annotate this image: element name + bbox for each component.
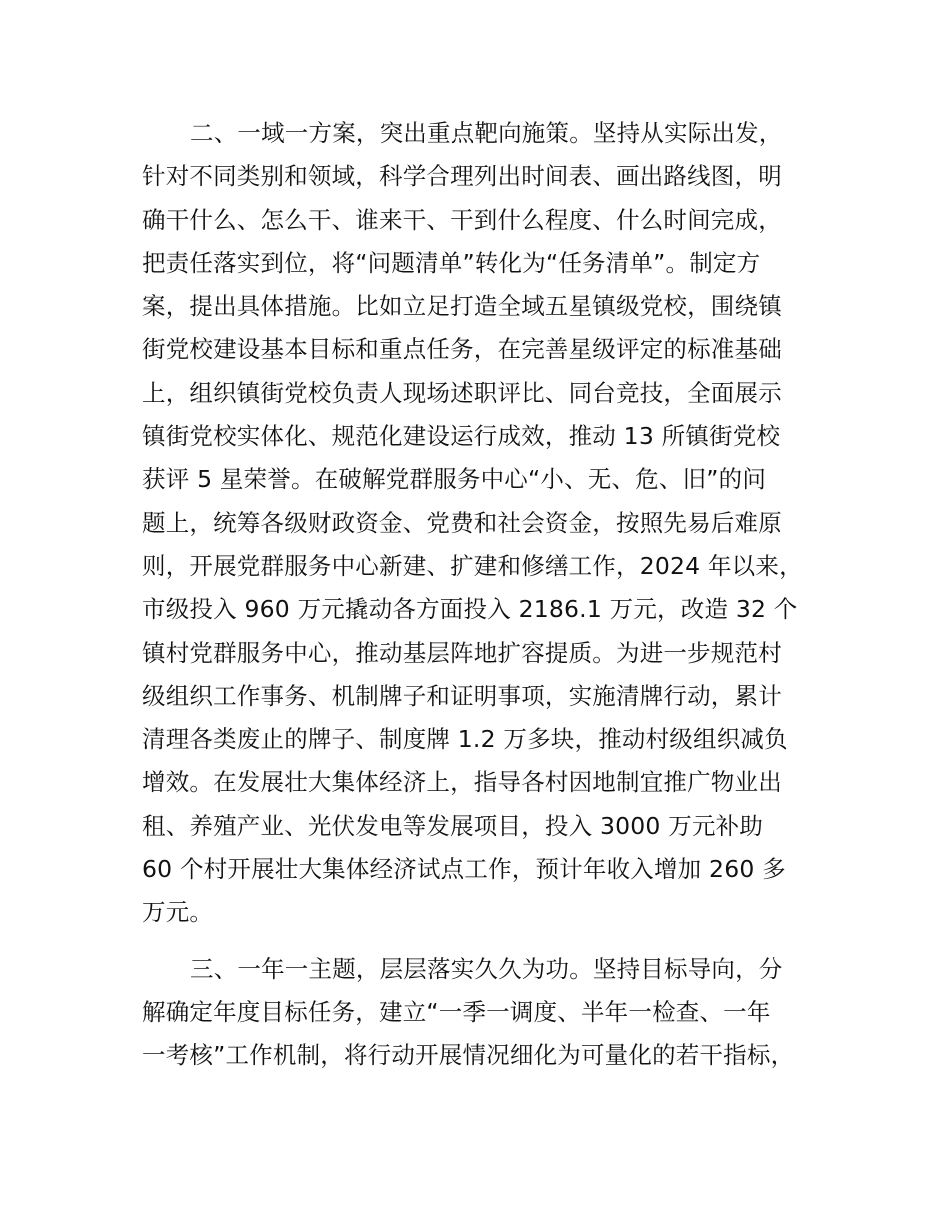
- paragraph-line: 一考核”工作机制，将行动开展情况细化为可量化的若干指标，: [142, 1041, 795, 1070]
- paragraph-line: 级组织工作事务、机制牌子和证明事项，实施清牌行动，累计: [142, 681, 782, 710]
- paragraph-line: 确干什么、怎么干、谁来干、干到什么程度、什么时间完成，: [142, 205, 782, 234]
- paragraph-line: 获评 5 星荣誉。在破解党群服务中心“小、无、危、旧”的问: [142, 465, 767, 494]
- paragraph-section-2: [142, 112, 842, 935]
- paragraph-line: 镇街党校实体化、规范化建设运行成效，推动 13 所镇街党校: [142, 422, 781, 451]
- paragraph-line: 则，开展党群服务中心新建、扩建和修缮工作，2024 年以来，: [142, 551, 803, 580]
- document-body: [142, 112, 842, 1078]
- paragraph-line: 市级投入 960 万元撬动各方面投入 2186.1 万元，改造 32 个: [142, 595, 798, 624]
- paragraph-line: 把责任落实到位，将“问题清单”转化为“任务清单”。制定方: [142, 248, 761, 277]
- paragraph-line: 清理各类废止的牌子、制度牌 1.2 万多块，推动村级组织减负: [142, 725, 788, 754]
- paragraph-line: 三、一年一主题，层层落实久久为功。坚持目标导向，分: [190, 954, 783, 983]
- paragraph-line: 镇村党群服务中心，推动基层阵地扩容提质。为进一步规范村: [142, 638, 782, 667]
- paragraph-line: 街党校建设基本目标和重点任务，在完善星级评定的标准基础: [142, 335, 782, 364]
- paragraph-line: 租、养殖产业、光伏发电等发展项目，投入 3000 万元补助: [142, 811, 764, 840]
- paragraph-section-3: [142, 948, 842, 1078]
- paragraph-line: 针对不同类别和领域，科学合理列出时间表、画出路线图，明: [142, 162, 782, 191]
- paragraph-line: 万元。: [142, 898, 214, 927]
- paragraph-line: 增效。在发展壮大集体经济上，指导各村因地制宜推广物业出: [142, 768, 782, 797]
- paragraph-line: 60 个村开展壮大集体经济试点工作，预计年收入增加 260 多: [142, 855, 786, 884]
- paragraph-spacer: [142, 935, 842, 948]
- paragraph-line: 上，组织镇街党校负责人现场述职评比、同台竞技，全面展示: [142, 378, 782, 407]
- paragraph-line: 二、一域一方案，突出重点靶向施策。坚持从实际出发，: [190, 119, 783, 147]
- paragraph-line: 解确定年度目标任务，建立“一季一调度、半年一检查、一年: [142, 997, 771, 1026]
- paragraph-line: 题上，统筹各级财政资金、党费和社会资金，按照先易后难原: [142, 508, 782, 537]
- paragraph-line: 案，提出具体措施。比如立足打造全域五星镇级党校，围绕镇: [142, 292, 782, 321]
